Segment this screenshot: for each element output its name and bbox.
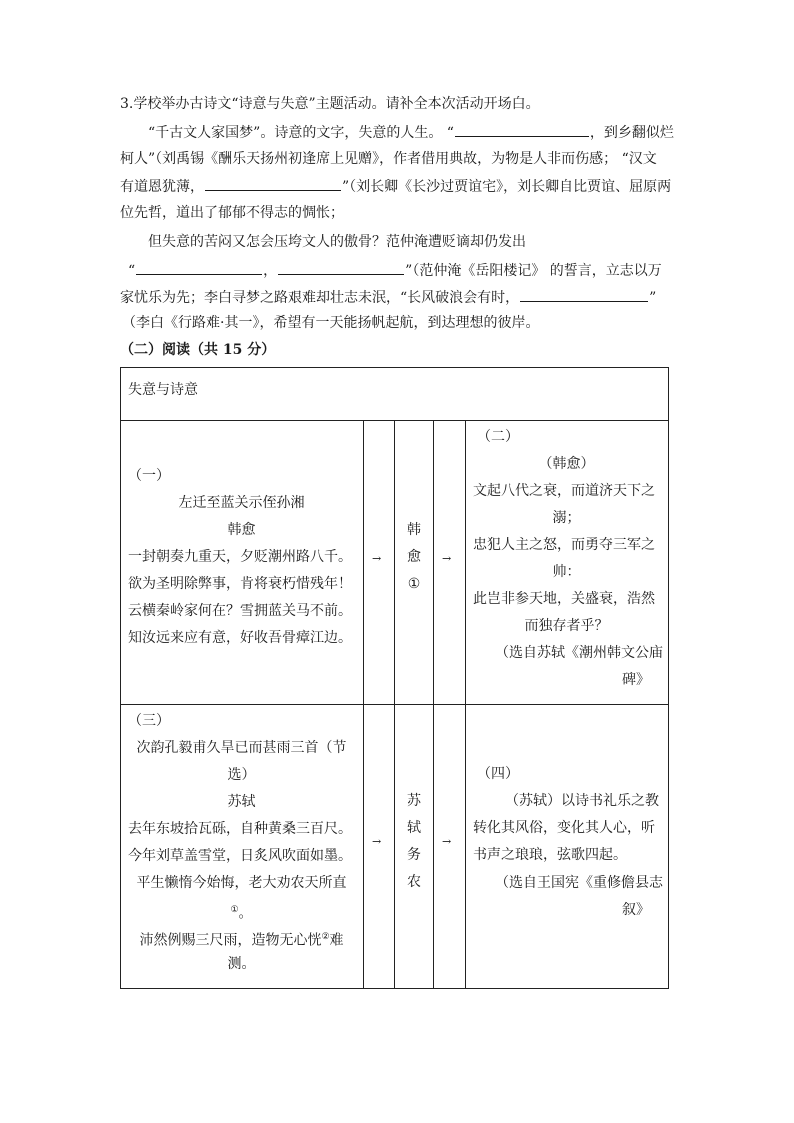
text-4-line-1: （苏轼）以诗书礼乐之教	[505, 793, 659, 809]
row1-middle-blank-marker: ①	[407, 576, 421, 592]
paragraph-2-line-1: 但失意的苦闷又怎会压垮文人的傲骨？范仲淹遭贬谪却仍发出	[148, 234, 526, 250]
row2-right-label: （四）	[477, 766, 519, 782]
paragraph-2-line-4: （李白《行路难·其一》，希望有一天能扬帆起航，到达理想的彼岸。	[122, 315, 540, 331]
table-col-divider-2	[394, 420, 395, 989]
footnote-marker-1: ①	[230, 905, 239, 915]
table-col-divider-1	[363, 420, 364, 989]
poem-1-author: 韩愈	[227, 522, 256, 538]
text-2-line-4: 帅：	[552, 564, 581, 580]
poem-3-line-1: 去年东坡拾瓦砾，自种黄桑三百尺。	[128, 821, 352, 837]
fill-blank-3[interactable]	[136, 260, 262, 275]
text-2-line-5: 此岂非参天地，关盛衰，浩然	[473, 591, 655, 607]
fill-blank-5[interactable]	[520, 287, 648, 302]
row2-arrow-1: →	[372, 835, 382, 848]
poem-1-title: 左迁至蓝关示侄孙湘	[178, 495, 305, 511]
row2-middle-char-2: 轼	[407, 820, 421, 836]
row2-middle-char-1: 苏	[407, 793, 421, 809]
poem-1-line-4: 知汝远来应有意，好收吾骨瘴江边。	[128, 630, 352, 646]
paragraph-1-line-4: 位先哲，道出了郁郁不得志的惆怅；	[120, 205, 344, 221]
paragraph-1-line-2: 柯人”（刘禹锡《酬乐天扬州初逢席上见赠》，作者借用典故，为物是人非而伤感； “汉文	[120, 151, 657, 167]
table-border-right	[668, 367, 669, 989]
text-4-source-2: 叙》	[622, 902, 650, 918]
table-header: 失意与诗意	[128, 382, 198, 398]
row1-arrow-1: →	[372, 552, 382, 565]
text-4-line-2: 转化其风俗，变化其人心，听	[473, 820, 655, 836]
text-2-source-1: （选自苏轼《潮州韩文公庙	[495, 645, 663, 661]
paragraph-2-line-3: 家忧乐为先；李白寻梦之路艰难却壮志未泯，“长风破浪会有时， ”	[120, 287, 656, 308]
row2-middle-char-4: 农	[407, 874, 421, 890]
text-2-line-3: 忠犯人主之怒，而勇夺三军之	[473, 537, 655, 553]
row1-middle-char-1: 韩	[407, 522, 421, 538]
question-3-prompt: 3.学校举办古诗文“诗意与失意”主题活动。请补全本次活动开场白。	[120, 96, 540, 112]
text-4-line-3: 书声之琅琅，弦歌四起。	[473, 847, 627, 863]
poem-3-author: 苏轼	[227, 794, 256, 810]
text-2-line-2: 溺；	[552, 510, 581, 526]
row1-middle-char-2: 愈	[407, 549, 421, 565]
poem-1-line-2: 欲为圣明除弊事，肯将衰朽惜残年！	[128, 576, 352, 592]
row1-arrow-2: →	[442, 552, 452, 565]
paragraph-1-line-3: 有道恩犹薄， ”（刘长卿《长沙过贾谊宅》，刘长卿自比贾谊、屈原两	[120, 176, 671, 197]
fill-blank-1[interactable]	[455, 122, 589, 137]
poem-3-line-2: 今年刘草盖雪堂，日炙风吹面如墨。	[128, 848, 352, 864]
poem-1-line-3: 云横秦岭家何在？雪拥蓝关马不前。	[128, 603, 352, 619]
text-2-source-2: 碑》	[622, 672, 650, 688]
poem-3-line-4-end: 测。	[227, 956, 256, 972]
poem-3-line-3-end: ①。	[230, 905, 253, 922]
text-2-author: （韩愈）	[538, 456, 595, 472]
row2-arrow-2: →	[442, 835, 452, 848]
section-2-heading: （二）阅读（共 15 分）	[120, 342, 276, 358]
text-2-line-1: 文起八代之衰，而道济天下之	[473, 483, 655, 499]
poem-3-title-1: 次韵孔毅甫久旱已而甚雨三首（节	[136, 740, 347, 756]
row1-right-label: （二）	[477, 429, 519, 445]
reading-table	[120, 367, 669, 989]
poem-3-line-3: 平生懒惰今始悔，老大劝农天所直	[136, 875, 347, 891]
footnote-marker-2: ②	[321, 932, 330, 942]
row1-left-label: （一）	[128, 468, 170, 484]
table-col-divider-3	[433, 420, 434, 989]
row2-left-label: （三）	[128, 713, 170, 729]
row2-middle-char-3: 务	[407, 847, 421, 863]
text-2-line-6: 而独存者乎？	[524, 618, 609, 634]
table-border-top	[120, 367, 669, 368]
poem-3-line-4: 沛然例赐三尺雨，造物无心恍②难	[139, 932, 344, 949]
fill-blank-2[interactable]	[205, 176, 341, 191]
fill-blank-4[interactable]	[278, 260, 404, 275]
paragraph-2-line-2: “ ， ”（范仲淹《岳阳楼记》 的誓言，立志以万	[128, 260, 662, 281]
poem-1-line-1: 一封朝奏九重天，夕贬潮州路八千。	[128, 549, 352, 565]
text-4-source-1: （选自王国宪《重修儋县志	[495, 875, 663, 891]
paragraph-1-line-1: “千古文人家国梦”。诗意的文字，失意的人生。 “ ，到乡翻似烂	[148, 122, 674, 143]
poem-3-title-2: 选）	[227, 767, 256, 783]
